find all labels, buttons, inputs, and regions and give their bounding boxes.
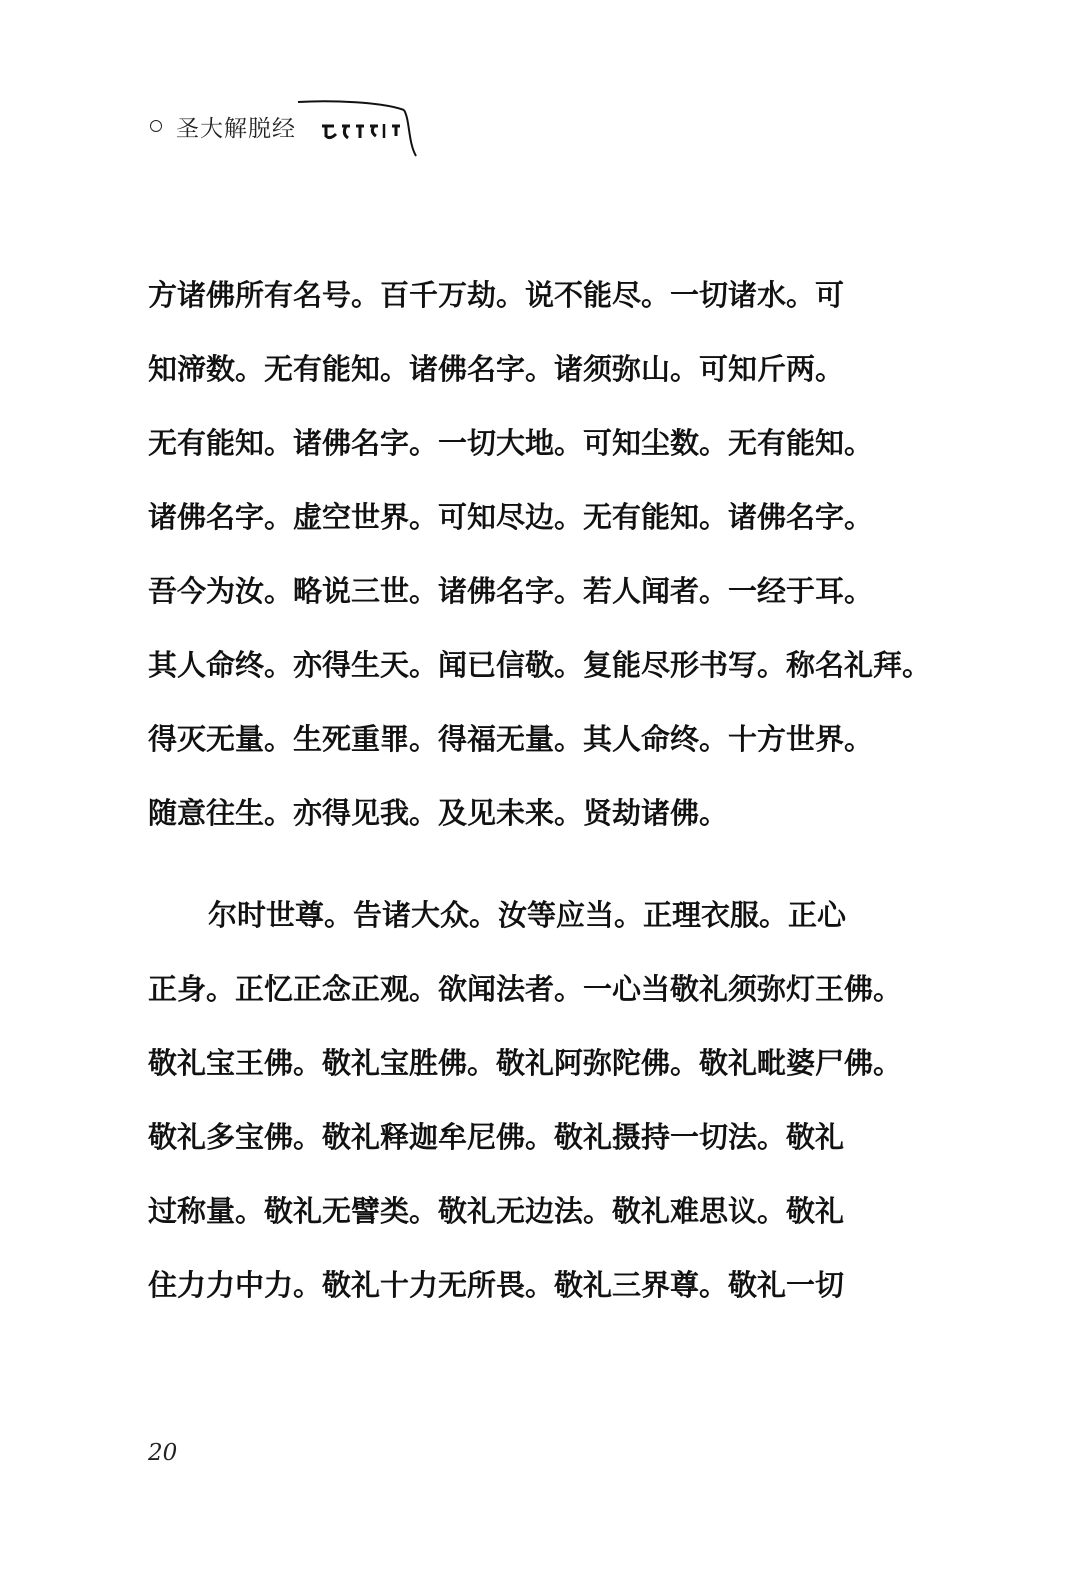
text-line: 住力力中力。敬礼十力无所畏。敬礼三界尊。敬礼一切 <box>148 1268 845 1302</box>
text-line: 过称量。敬礼无譬类。敬礼无边法。敬礼难思议。敬礼 <box>148 1194 845 1228</box>
paragraph <box>148 258 932 850</box>
tibetan-script-mark <box>292 96 422 164</box>
circle-bullet-icon <box>150 120 162 132</box>
text-line: 吾今为汝。略说三世。诸佛名字。若人闻者。一经于耳。 <box>148 574 874 608</box>
running-header <box>148 96 448 166</box>
text-line: 无有能知。诸佛名字。一切大地。可知尘数。无有能知。 <box>148 426 874 460</box>
text-line: 敬礼多宝佛。敬礼释迦牟尼佛。敬礼摄持一切法。敬礼 <box>148 1120 845 1154</box>
text-line: 得灭无量。生死重罪。得福无量。其人命终。十方世界。 <box>148 722 874 756</box>
text-line: 敬礼宝王佛。敬礼宝胜佛。敬礼阿弥陀佛。敬礼毗婆尸佛。 <box>148 1046 903 1080</box>
book-title: 圣大解脱经 <box>176 116 296 142</box>
text-line: 方诸佛所有名号。百千万劫。说不能尽。一切诸水。可 <box>148 278 845 312</box>
text-line: 知渧数。无有能知。诸佛名字。诸须弥山。可知斤两。 <box>148 352 845 386</box>
paragraph-spacer <box>148 850 864 878</box>
page-body <box>148 258 932 1322</box>
text-line: 尔时世尊。告诸大众。汝等应当。正理衣服。正心 <box>208 898 847 932</box>
text-line: 诸佛名字。虚空世界。可知尽边。无有能知。诸佛名字。 <box>148 500 874 534</box>
text-line: 正身。正忆正念正观。欲闻法者。一心当敬礼须弥灯王佛。 <box>148 972 903 1006</box>
text-line: 随意往生。亦得见我。及见未来。贤劫诸佛。 <box>148 796 729 830</box>
paragraph <box>148 878 903 1322</box>
page-number: 20 <box>148 1440 178 1466</box>
text-line: 其人命终。亦得生天。闻已信敬。复能尽形书写。称名礼拜。 <box>148 648 932 682</box>
